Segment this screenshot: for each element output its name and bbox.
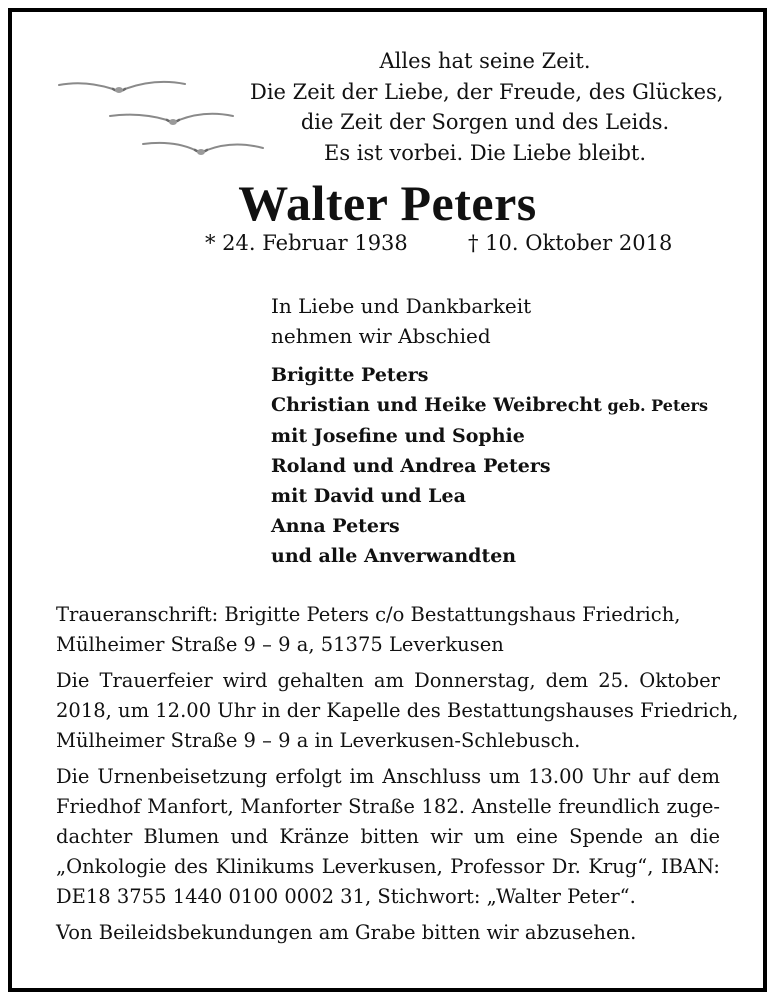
burial-line: Die Urnenbeisetzung erfolgt im Anschluss um 13.00 Uhr auf dem xyxy=(56,765,720,788)
death-date: † 10. Oktober 2018 xyxy=(468,231,673,255)
mourner-name: und alle Anverwandten xyxy=(271,545,517,567)
burial-line: „Onkologie des Klinikums Leverkusen, Professor Dr. Krug“, IBAN: xyxy=(56,855,720,878)
mourners-list xyxy=(271,360,708,571)
intro-line: nehmen wir Abschied xyxy=(271,324,491,348)
poem xyxy=(250,46,724,168)
flying-birds-illustration xyxy=(55,72,275,167)
ceremony-line: 2018, um 12.00 Uhr in der Kapelle des Bestattungshauses Friedrich, xyxy=(56,699,739,722)
burial-line: DE18 3755 1440 0100 0002 31, Stichwort: „Walter Peter“. xyxy=(56,885,636,908)
mourner-entry xyxy=(271,541,708,571)
mourner-name: Brigitte Peters xyxy=(271,364,429,386)
bird-icon xyxy=(143,143,263,155)
address-line: Mülheimer Straße 9 – 9 a, 51375 Leverkusen xyxy=(56,633,504,656)
mourner-entry xyxy=(271,481,708,511)
mourner-entry xyxy=(271,360,708,390)
mourner-entry xyxy=(271,511,708,541)
ceremony-line: Mülheimer Straße 9 – 9 a in Leverkusen-Schlebusch. xyxy=(56,729,581,752)
mourner-name: Anna Peters xyxy=(271,515,400,537)
mourner-suffix: geb. Peters xyxy=(601,396,708,415)
deceased-name: Walter Peters xyxy=(238,175,537,231)
birth-date: * 24. Februar 1938 xyxy=(205,231,408,255)
poem-line: die Zeit der Sorgen und des Leids. xyxy=(300,110,670,134)
mourning-address xyxy=(56,600,720,660)
bird-icon xyxy=(59,82,185,93)
poem-line: Die Zeit der Liebe, der Freude, des Glückes, xyxy=(250,79,724,104)
poem-line: Es ist vorbei. Die Liebe bleibt. xyxy=(323,140,647,165)
mourner-name: Christian und Heike Weibrecht xyxy=(271,394,602,416)
intro-line: In Liebe und Dankbarkeit xyxy=(271,294,532,318)
ceremony-line: Die Trauerfeier wird gehalten am Donnerstag, dem 25. Oktober xyxy=(56,669,720,692)
mourner-entry xyxy=(271,451,708,481)
mourner-entry xyxy=(271,390,708,421)
address-line: Traueranschrift: Brigitte Peters c/o Bestattungshaus Friedrich, xyxy=(56,603,681,626)
details-section xyxy=(56,600,739,954)
closing-note xyxy=(56,918,720,948)
mourner-name: mit David und Lea xyxy=(271,485,466,507)
farewell-intro xyxy=(271,291,531,351)
burial-line: dachter Blumen und Kränze bitten wir um eine Spende an die xyxy=(56,825,720,848)
burial-line: Friedhof Manfort, Manforter Straße 182. Anstelle freundlich zuge- xyxy=(56,795,720,818)
mourner-entry xyxy=(271,421,708,451)
burial-info xyxy=(56,762,720,912)
closing-line: Von Beileidsbekundungen am Grabe bitten wir abzusehen. xyxy=(56,921,637,944)
bird-icon xyxy=(110,114,233,125)
ceremony-info xyxy=(56,666,739,756)
mourner-name: Roland und Andrea Peters xyxy=(271,455,551,477)
mourner-name: mit Josefine und Sophie xyxy=(271,425,525,447)
poem-line: Alles hat seine Zeit. xyxy=(379,49,591,73)
